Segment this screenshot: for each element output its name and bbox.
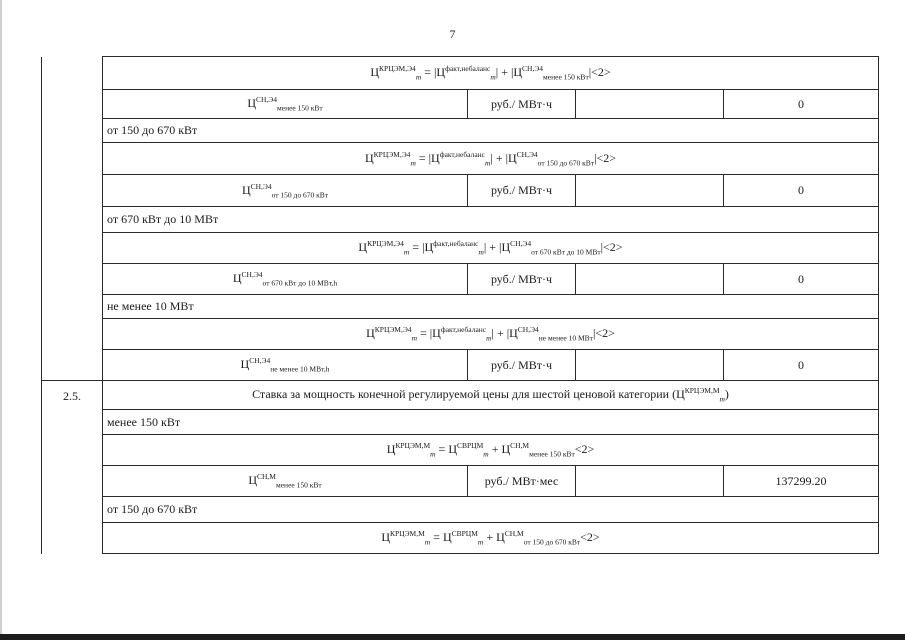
- unit-cell: руб./ МВт·ч: [468, 350, 576, 381]
- unit-cell: руб./ МВт·мес: [468, 466, 576, 497]
- range-heading: не менее 10 МВт: [103, 295, 879, 319]
- formula-cell: $Ц^{КРЦЭМ,М}_m = Ц^{СВРЦМ}_m + Ц^{СН,М}_{от 150 до 670 кВт}<2>$: [103, 523, 879, 554]
- table-row: [42, 57, 879, 90]
- empty-cell: [576, 175, 724, 207]
- value-cell: 137299.20: [724, 466, 879, 497]
- rate-label-cell: $Ц^{СН,Э4}_{от 150 до 670 кВт}$: [103, 175, 468, 207]
- table-row: [42, 466, 879, 497]
- table-row: [42, 233, 879, 264]
- page-number: 7: [449, 27, 456, 41]
- range-heading: менее 150 кВт: [103, 410, 879, 435]
- unit-cell: руб./ МВт·ч: [468, 175, 576, 207]
- value-cell: 0: [724, 264, 879, 295]
- unit-cell: руб./ МВт·ч: [468, 264, 576, 295]
- table-row: [42, 143, 879, 175]
- rate-label-cell: $Ц^{СН,Э4}_{от 670 кВт до 10 МВт,h}$: [103, 264, 468, 295]
- empty-cell: [576, 466, 724, 497]
- table-row: [42, 119, 879, 143]
- table-row: [42, 497, 879, 523]
- unit-cell: руб./ МВт·ч: [468, 90, 576, 119]
- range-heading: от 150 до 670 кВт: [103, 497, 879, 523]
- empty-cell: [576, 350, 724, 381]
- table-row: [42, 381, 879, 410]
- value-cell: 0: [724, 90, 879, 119]
- formula-cell: $Ц^{КРЦЭМ,Э4}_m = |Ц^{факт,небаланс}_m| + |Ц^{СН,Э4}_{менее 150 кВт}|<2>$: [103, 57, 879, 90]
- value-cell: 0: [724, 350, 879, 381]
- section-title: Ставка за мощность конечной регулируемой цены для шестой ценовой категории $(Ц^{КРЦЭМ,М}_m)$: [103, 381, 879, 410]
- table-row: [42, 435, 879, 466]
- table-row: [42, 319, 879, 350]
- rate-label-cell: $Ц^{СН,Э4}_{не менее 10 МВт,h}$: [103, 350, 468, 381]
- section-number-empty: [42, 57, 103, 381]
- rate-label-cell: $Ц^{СН,Э4}_{менее 150 кВт}$: [103, 90, 468, 119]
- table-row: [42, 90, 879, 119]
- empty-cell: [576, 90, 724, 119]
- table-row: [42, 410, 879, 435]
- table-row: [42, 523, 879, 554]
- rate-label-cell: $Ц^{СН,М}_{менее 150 кВт}$: [103, 466, 468, 497]
- tariff-table: [41, 56, 878, 556]
- tariff-table-grid: [41, 56, 879, 554]
- scan-edge: [0, 0, 2, 640]
- table-row: [42, 207, 879, 233]
- range-heading: от 150 до 670 кВт: [103, 119, 879, 143]
- formula-cell: $Ц^{КРЦЭМ,Э4}_m = |Ц^{факт,небаланс}_m| + |Ц^{СН,Э4}_{от 670 кВт до 10 МВт}|<2>$: [103, 233, 879, 264]
- section-number: 2.5.: [42, 381, 103, 554]
- table-row: [42, 295, 879, 319]
- formula-cell: $Ц^{КРЦЭМ,М}_m = Ц^{СВРЦМ}_m + Ц^{СН,М}_{менее 150 кВт}<2>$: [103, 435, 879, 466]
- value-cell: 0: [724, 175, 879, 207]
- empty-cell: [576, 264, 724, 295]
- formula-cell: $Ц^{КРЦЭМ,Э4}_m = |Ц^{факт,небаланс}_m| + |Ц^{СН,Э4}_{от 150 до 670 кВт}|<2>$: [103, 143, 879, 175]
- range-heading: от 670 кВт до 10 МВт: [103, 207, 879, 233]
- table-row: [42, 264, 879, 295]
- table-row: [42, 350, 879, 381]
- formula-cell: $Ц^{КРЦЭМ,Э4}_m = |Ц^{факт,небаланс}_m| + |Ц^{СН,Э4}_{не менее 10 МВт}|<2>$: [103, 319, 879, 350]
- scan-artifact-band: [0, 634, 905, 640]
- table-row: [42, 175, 879, 207]
